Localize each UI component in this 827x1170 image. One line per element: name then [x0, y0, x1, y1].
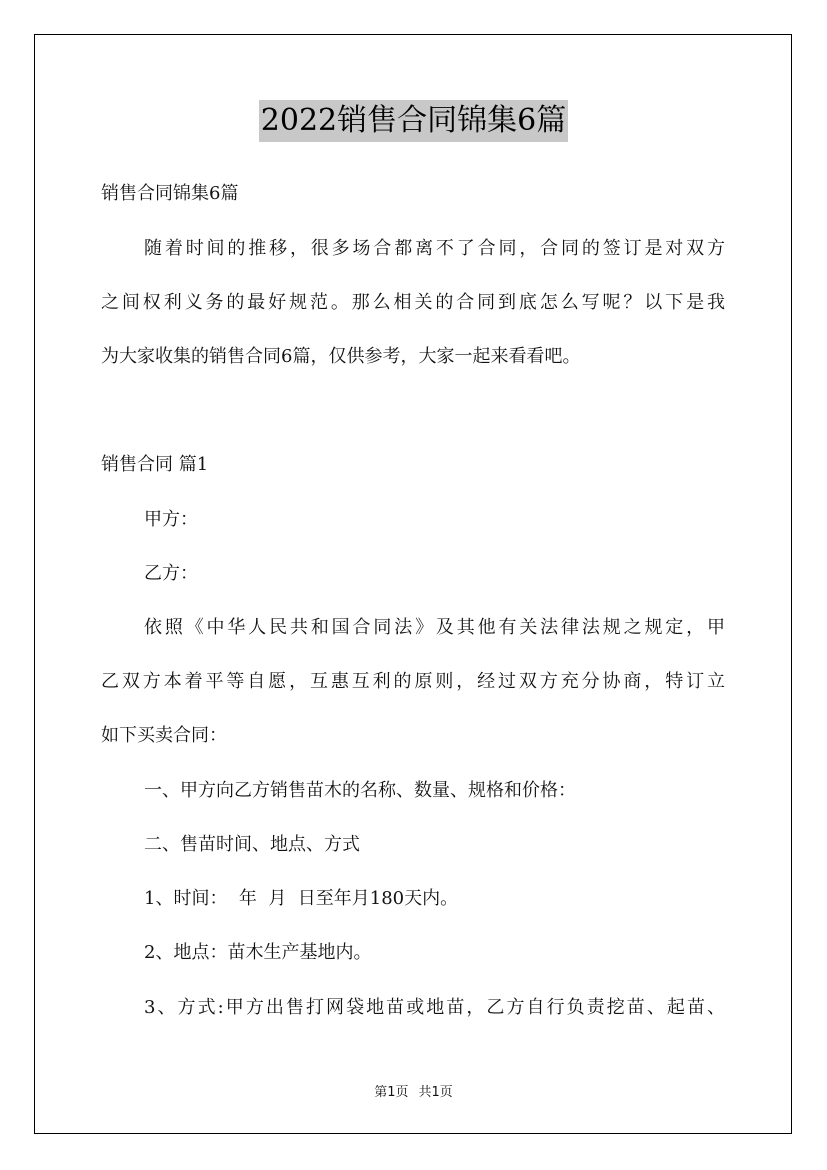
intro-line-3: 为大家收集的销售合同6篇，仅供参考，大家一起来看看吧。: [101, 346, 581, 367]
document-subtitle: 销售合同锦集6篇: [101, 183, 239, 204]
document-title: 2022销售合同锦集6篇: [259, 100, 568, 142]
title-container: [0, 100, 827, 142]
page-number-total: 共1页: [418, 1085, 453, 1100]
item-method: 3、方式:甲方出售打网袋地苗或地苗，乙方自行负责挖苗、起苗、: [144, 997, 725, 1018]
preamble-line-1: 依照《中华人民共和国合同法》及其他有关法律法规之规定，甲: [144, 617, 725, 638]
item-time: 1、时间： 年 月 日至年月180天内。: [144, 888, 459, 909]
clause-1: 一、甲方向乙方销售苗木的名称、数量、规格和价格：: [144, 780, 576, 801]
clause-2: 二、售苗时间、地点、方式: [144, 834, 360, 855]
page-number-current: 第1页: [374, 1085, 409, 1100]
party-a-label: 甲方：: [144, 509, 198, 530]
page-footer: [0, 1084, 827, 1102]
preamble-line-2: 乙双方本着平等自愿，互惠互利的原则，经过双方充分协商，特订立: [101, 671, 725, 692]
item-location: 2、地点：苗木生产基地内。: [144, 942, 372, 963]
intro-line-2: 之间权利义务的最好规范。那么相关的合同到底怎么写呢？以下是我: [101, 292, 725, 313]
section-heading: 销售合同 篇1: [101, 454, 209, 475]
intro-line-1: 随着时间的推移，很多场合都离不了合同，合同的签订是对双方: [144, 238, 725, 259]
preamble-line-3: 如下买卖合同：: [101, 725, 227, 746]
party-b-label: 乙方：: [144, 563, 198, 584]
